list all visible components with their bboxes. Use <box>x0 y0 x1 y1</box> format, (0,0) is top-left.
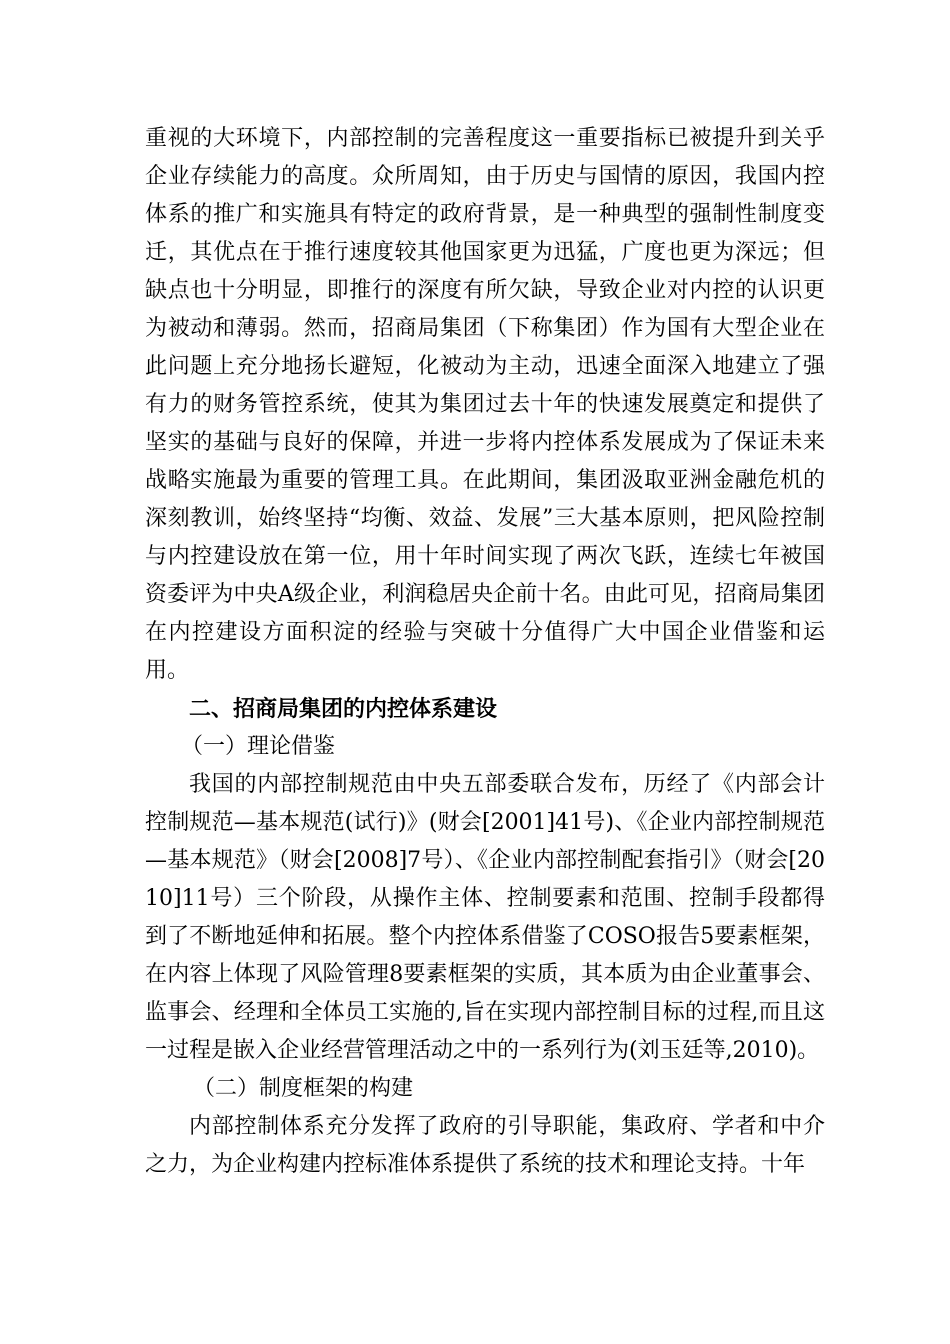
subsection-1-title: （一）理论借鉴 <box>181 734 336 759</box>
subsection-1-paragraph: 我国的内部控制规范由中央五部委联合发布，历经了《内部会计控制规范—基本规范(试行)》(财会[2001]41号)、《企业内部控制规范—基本规范》（财会[2008]7号）、《企业内部控制配套指引》（财会[2010]11号）三个阶段，从操作主体、控制要素和范围、控制手段都得到了不断地延伸和拓展。整个内控体系借鉴了COSO报告5要素框架，在内容上体现了风险管理8要素框架的实质，其本质为由企业董事会、监事会、经理和全体员工实施的,旨在实现内部控制目标的过程,而且这一过程是嵌入企业经营管理活动之中的一系列行为(刘玉廷等,2010)。 <box>145 772 825 1063</box>
section-heading: 二、招商局集团的内控体系建设 <box>189 696 498 722</box>
subsection-2-paragraph: 内部控制体系充分发挥了政府的引导职能，集政府、学者和中介之力，为企业构建内控标准体系提供了系统的技术和理论支持。十年 <box>145 1114 825 1177</box>
document-body <box>145 120 825 1184</box>
intro-paragraph: 重视的大环境下，内部控制的完善程度这一重要指标已被提升到关乎企业存续能力的高度。众所周知，由于历史与国情的原因，我国内控体系的推广和实施具有特定的政府背景，是一种典型的强制性制度变迁，其优点在于推行速度较其他国家更为迅猛，广度也更为深远；但缺点也十分明显，即推行的深度有所欠缺，导致企业对内控的认识更为被动和薄弱。然而，招商局集团（下称集团）作为国有大型企业在此问题上充分地扬长避短，化被动为主动，迅速全面深入地建立了强有力的财务管控系统，使其为集团过去十年的快速发展奠定和提供了坚实的基础与良好的保障，并进一步将内控体系发展成为了保证未来战略实施最为重要的管理工具。在此期间，集团汲取亚洲金融危机的深刻教训，始终坚持“均衡、效益、发展”三大基本原则，把风险控制与内控建设放在第一位，用十年时间实现了两次飞跃，连续七年被国资委评为中央A级企业，利润稳居央企前十名。由此可见，招商局集团在内控建设方面积淀的经验与突破十分值得广大中国企业借鉴和运用。 <box>145 126 825 683</box>
subsection-2-title: （二）制度框架的构建 <box>193 1076 414 1101</box>
